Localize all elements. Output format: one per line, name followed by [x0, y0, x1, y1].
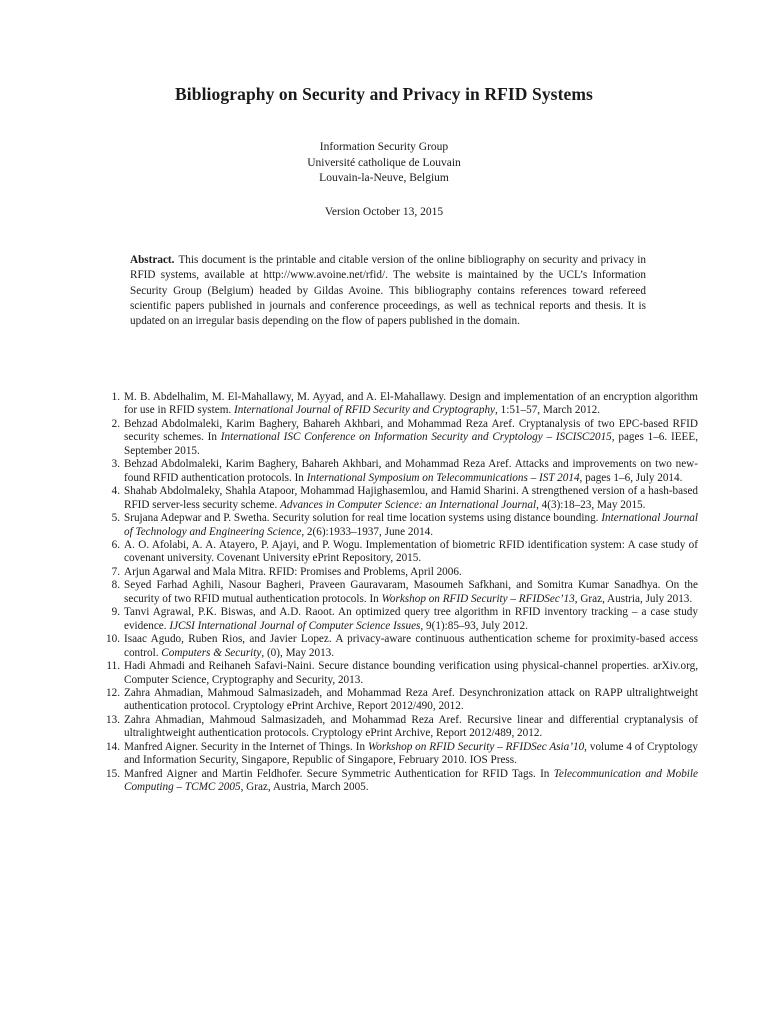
reference-item	[104, 768, 698, 795]
abstract-text: This document is the printable and citable version of the online bibliography on security and privacy in RFID systems, available at http://www.avoine.net/rfid/. The website is maintained by the UCL’s Information Security Group (Belgium) headed by Gildas Avoine. This bibliography contains references toward refereed scientific papers published in journals and conference proceedings, as well as technical reports and thesis. It is updated on an irregular basis depending on the flow of papers published in the domain.	[130, 254, 646, 328]
abstract	[130, 253, 646, 329]
reference-number: 13.	[106, 713, 120, 726]
affiliation-city: Louvain-la-Neuve, Belgium	[319, 172, 449, 184]
reference-details: , Graz, Austria, July 2013.	[574, 592, 693, 605]
reference-number: 6.	[111, 538, 120, 551]
abstract-label: Abstract.	[130, 254, 175, 266]
reference-venue: Computers & Security	[161, 646, 262, 659]
reference-number: 15.	[106, 767, 120, 780]
reference-details: , 4(3):18–23, May 2015.	[536, 498, 646, 511]
reference-details: , volume 4 of Cryptology and Information Security, Singapore, Republic of Singapore, February 2010. IOS Press.	[124, 740, 698, 767]
reference-number: 10.	[106, 633, 120, 646]
reference-number: 14.	[106, 740, 120, 753]
affiliation-block	[0, 140, 768, 187]
reference-item	[104, 687, 698, 714]
reference-item	[104, 458, 698, 485]
reference-details: , (0), May 2013.	[261, 646, 335, 659]
reference-text: Isaac Agudo, Ruben Rios, and Javier Lopez. A privacy-aware continuous authentication scheme for proximity-based access control.	[124, 633, 698, 659]
reference-item	[104, 741, 698, 768]
reference-details: , Graz, Austria, March 2005.	[240, 781, 369, 794]
reference-item	[104, 633, 698, 660]
reference-venue: International Journal of RFID Security and Cryptography	[234, 404, 496, 417]
reference-venue: International Journal of Technology and Engineering Science	[124, 512, 698, 538]
reference-text: Zahra Ahmadian, Mahmoud Salmasizadeh, and Mohammad Reza Aref. Recursive linear and differential cryptanalysis of ultralightweight authentication protocols. Cryptology ePrint Archive, Report 2012/489, 2012.	[124, 713, 698, 740]
version-date: Version October 13, 2015	[324, 206, 444, 218]
reference-venue: International Symposium on Telecommunications – IST 2014	[306, 471, 580, 484]
reference-details: , 9(1):85–93, July 2012.	[420, 619, 528, 632]
reference-text: Seyed Farhad Aghili, Nasour Bagheri, Praveen Gauravaram, Masoumeh Safkhani, and Somitra Kumar Sanadhya. On the security of two RFID mutual authentication protocols. In	[124, 579, 698, 605]
reference-text: Manfred Aigner and Martin Feldhofer. Secure Symmetric Authentication for RFID Tags. In	[124, 767, 554, 780]
reference-item	[104, 539, 698, 566]
reference-text: M. B. Abdelhalim, M. El-Mahallawy, M. Ayyad, and A. El-Mahallawy. Design and implementation of an encryption algorithm for use in RFID system.	[124, 391, 698, 417]
reference-venue: Workshop on RFID Security – RFIDSec’13	[381, 592, 575, 605]
reference-item	[104, 714, 698, 741]
reference-number: 7.	[111, 565, 120, 578]
reference-item	[104, 579, 698, 606]
reference-text: Tanvi Agrawal, P.K. Biswas, and A.D. Raoot. An optimized query tree algorithm in RFID inventory tracking – a case study evidence.	[124, 606, 698, 632]
reference-number: 3.	[111, 458, 120, 471]
reference-venue: Advances in Computer Science: an International Journal	[280, 498, 537, 511]
reference-details: , 2(6):1933–1937, June 2014.	[301, 525, 434, 538]
reference-text: Srujana Adepwar and P. Swetha. Security solution for real time location systems using distance bounding.	[124, 512, 602, 525]
reference-text: Hadi Ahmadi and Reihaneh Safavi-Naini. Secure distance bounding verification using physical-channel properties. arXiv.org, Computer Science, Cryptography and Security, 2013.	[124, 660, 698, 686]
reference-number: 2.	[111, 417, 120, 430]
reference-number: 11.	[106, 660, 120, 673]
reference-text: Behzad Abdolmaleki, Karim Baghery, Bahareh Akhbari, and Mohammad Reza Aref. Cryptanalysis of two EPC-based RFID security schemes. In	[124, 417, 698, 444]
reference-details: , 1:51–57, March 2012.	[495, 404, 601, 417]
reference-number: 5.	[111, 512, 120, 525]
reference-item	[104, 606, 698, 633]
reference-details: , pages 1–6, July 2014.	[579, 471, 683, 484]
reference-number: 4.	[111, 485, 120, 498]
reference-venue: Workshop on RFID Security – RFIDSec Asia’10	[367, 740, 585, 753]
reference-number: 12.	[106, 686, 120, 699]
reference-item	[104, 660, 698, 687]
reference-item	[104, 512, 698, 539]
reference-venue: IJCSI International Journal of Computer Science Issues	[169, 619, 421, 632]
reference-text: Behzad Abdolmaleki, Karim Baghery, Bahareh Akhbari, and Mohammad Reza Aref. Attacks and improvements on two new-found RFID authentication protocols. In	[124, 458, 698, 484]
paper-title: Bibliography on Security and Privacy in RFID Systems	[175, 84, 593, 104]
reference-list	[104, 391, 698, 795]
reference-text: Shahab Abdolmaleky, Shahla Atapoor, Mohammad Hajighasemlou, and Hamid Sharini. A strengthened version of a hash-based RFID server-less security scheme.	[124, 485, 698, 511]
reference-number: 8.	[111, 579, 120, 592]
reference-item	[104, 391, 698, 418]
reference-venue: International ISC Conference on Information Security and Cryptology – ISCISC2015	[220, 431, 612, 444]
reference-number: 9.	[111, 606, 120, 619]
reference-number: 1.	[111, 391, 120, 403]
reference-text: Manfred Aigner. Security in the Internet of Things. In	[124, 740, 368, 753]
reference-text: A. O. Afolabi, A. A. Atayero, P. Ajayi, and P. Wogu. Implementation of biometric RFID identification system: A case study of covenant university. Covenant University ePrint Repository, 2015.	[124, 538, 698, 565]
affiliation-university: Université catholique de Louvain	[307, 156, 461, 169]
affiliation-group: Information Security Group	[319, 141, 449, 153]
reference-text: Zahra Ahmadian, Mahmoud Salmasizadeh, and Mohammad Reza Aref. Desynchronization attack on RAPP ultralightweight authentication protocol. Cryptology ePrint Archive, Report 2012/490, 2012.	[124, 686, 698, 713]
reference-venue: Telecommunication and Mobile Computing – TCMC 2005	[124, 767, 698, 794]
reference-text: Arjun Agarwal and Mala Mitra. RFID: Promises and Problems, April 2006.	[124, 565, 462, 578]
reference-item	[104, 418, 698, 458]
reference-details: , pages 1–6. IEEE, September 2015.	[124, 431, 699, 457]
reference-item	[104, 566, 698, 579]
reference-item	[104, 485, 698, 512]
